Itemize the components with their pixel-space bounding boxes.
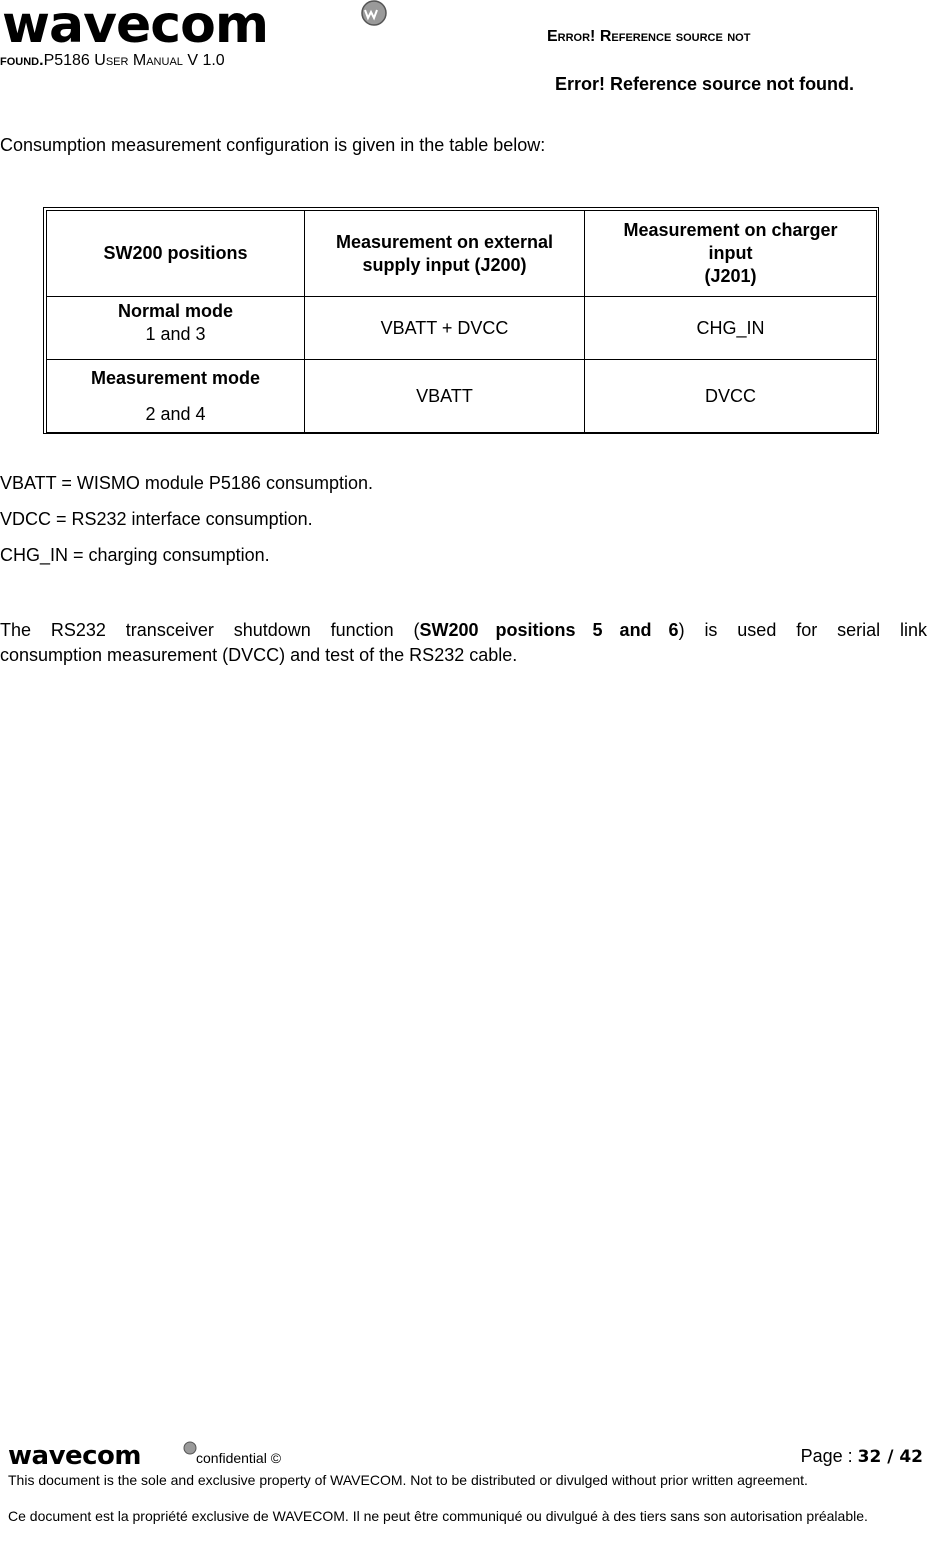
- definition-chg-in: CHG_IN = charging consumption.: [0, 545, 270, 565]
- header-found-text: found.: [0, 52, 44, 69]
- header-title-text: P5186 User Manual V 1.0: [43, 52, 225, 69]
- paragraph-line-1: The RS232 transceiver shutdown function (SW200 positions 5 and 6) is used for serial link: [0, 620, 927, 640]
- header-external-supply: Measurement on external supply input (J200): [305, 211, 585, 297]
- row-normal-charger: CHG_IN: [585, 297, 877, 360]
- footer-note-french: Ce document est la propriété exclusive de WAVECOM. Il ne peut être communiqué ou divulgué à des tiers sans son autorisation préalable.: [8, 1508, 868, 1524]
- row-measurement-mode-label: Measurement mode 2 and 4: [47, 360, 305, 433]
- table-row: [47, 297, 877, 360]
- footer-page-number: Page : 32 / 42: [800, 1446, 923, 1467]
- header-reference-error-text: Error! Reference source not: [547, 28, 751, 45]
- paragraph-bold-positions: SW200 positions 5 and 6: [419, 620, 679, 640]
- row-measurement-external: VBATT: [305, 360, 585, 433]
- row-measurement-charger: DVCC: [585, 360, 877, 433]
- footer-wavecom-logo: [8, 1441, 198, 1467]
- header-sw200-positions: SW200 positions: [47, 211, 305, 297]
- footer-note-english: This document is the sole and exclusive property of WAVECOM. Not to be distributed or divulged without prior written agreement.: [8, 1472, 808, 1488]
- header-reference-error-2: Error! Reference source not found.: [555, 74, 855, 94]
- table-header-row: [47, 211, 877, 297]
- shutdown-paragraph: [0, 618, 927, 668]
- paragraph-line-2: consumption measurement (DVCC) and test of the RS232 cable.: [0, 645, 518, 665]
- row-normal-external: VBATT + DVCC: [305, 297, 585, 360]
- table-row: [47, 360, 877, 433]
- definition-vdcc: VDCC = RS232 interface consumption.: [0, 509, 313, 529]
- row-normal-mode-label: Normal mode 1 and 3: [47, 297, 305, 360]
- header-charger-input: Measurement on charger input (J201): [585, 211, 877, 297]
- svg-text:wavecom: wavecom: [2, 0, 269, 48]
- wavecom-logo: [2, 0, 392, 48]
- svg-text:wavecom: wavecom: [8, 1441, 142, 1467]
- footer-confidential: confidential ©: [196, 1450, 282, 1466]
- header-doc-title: [0, 52, 225, 70]
- consumption-config-table: [43, 207, 879, 434]
- definition-vbatt: VBATT = WISMO module P5186 consumption.: [0, 473, 373, 493]
- header-reference-error: [547, 28, 750, 46]
- intro-text: Consumption measurement configuration is given in the table below:: [0, 135, 546, 155]
